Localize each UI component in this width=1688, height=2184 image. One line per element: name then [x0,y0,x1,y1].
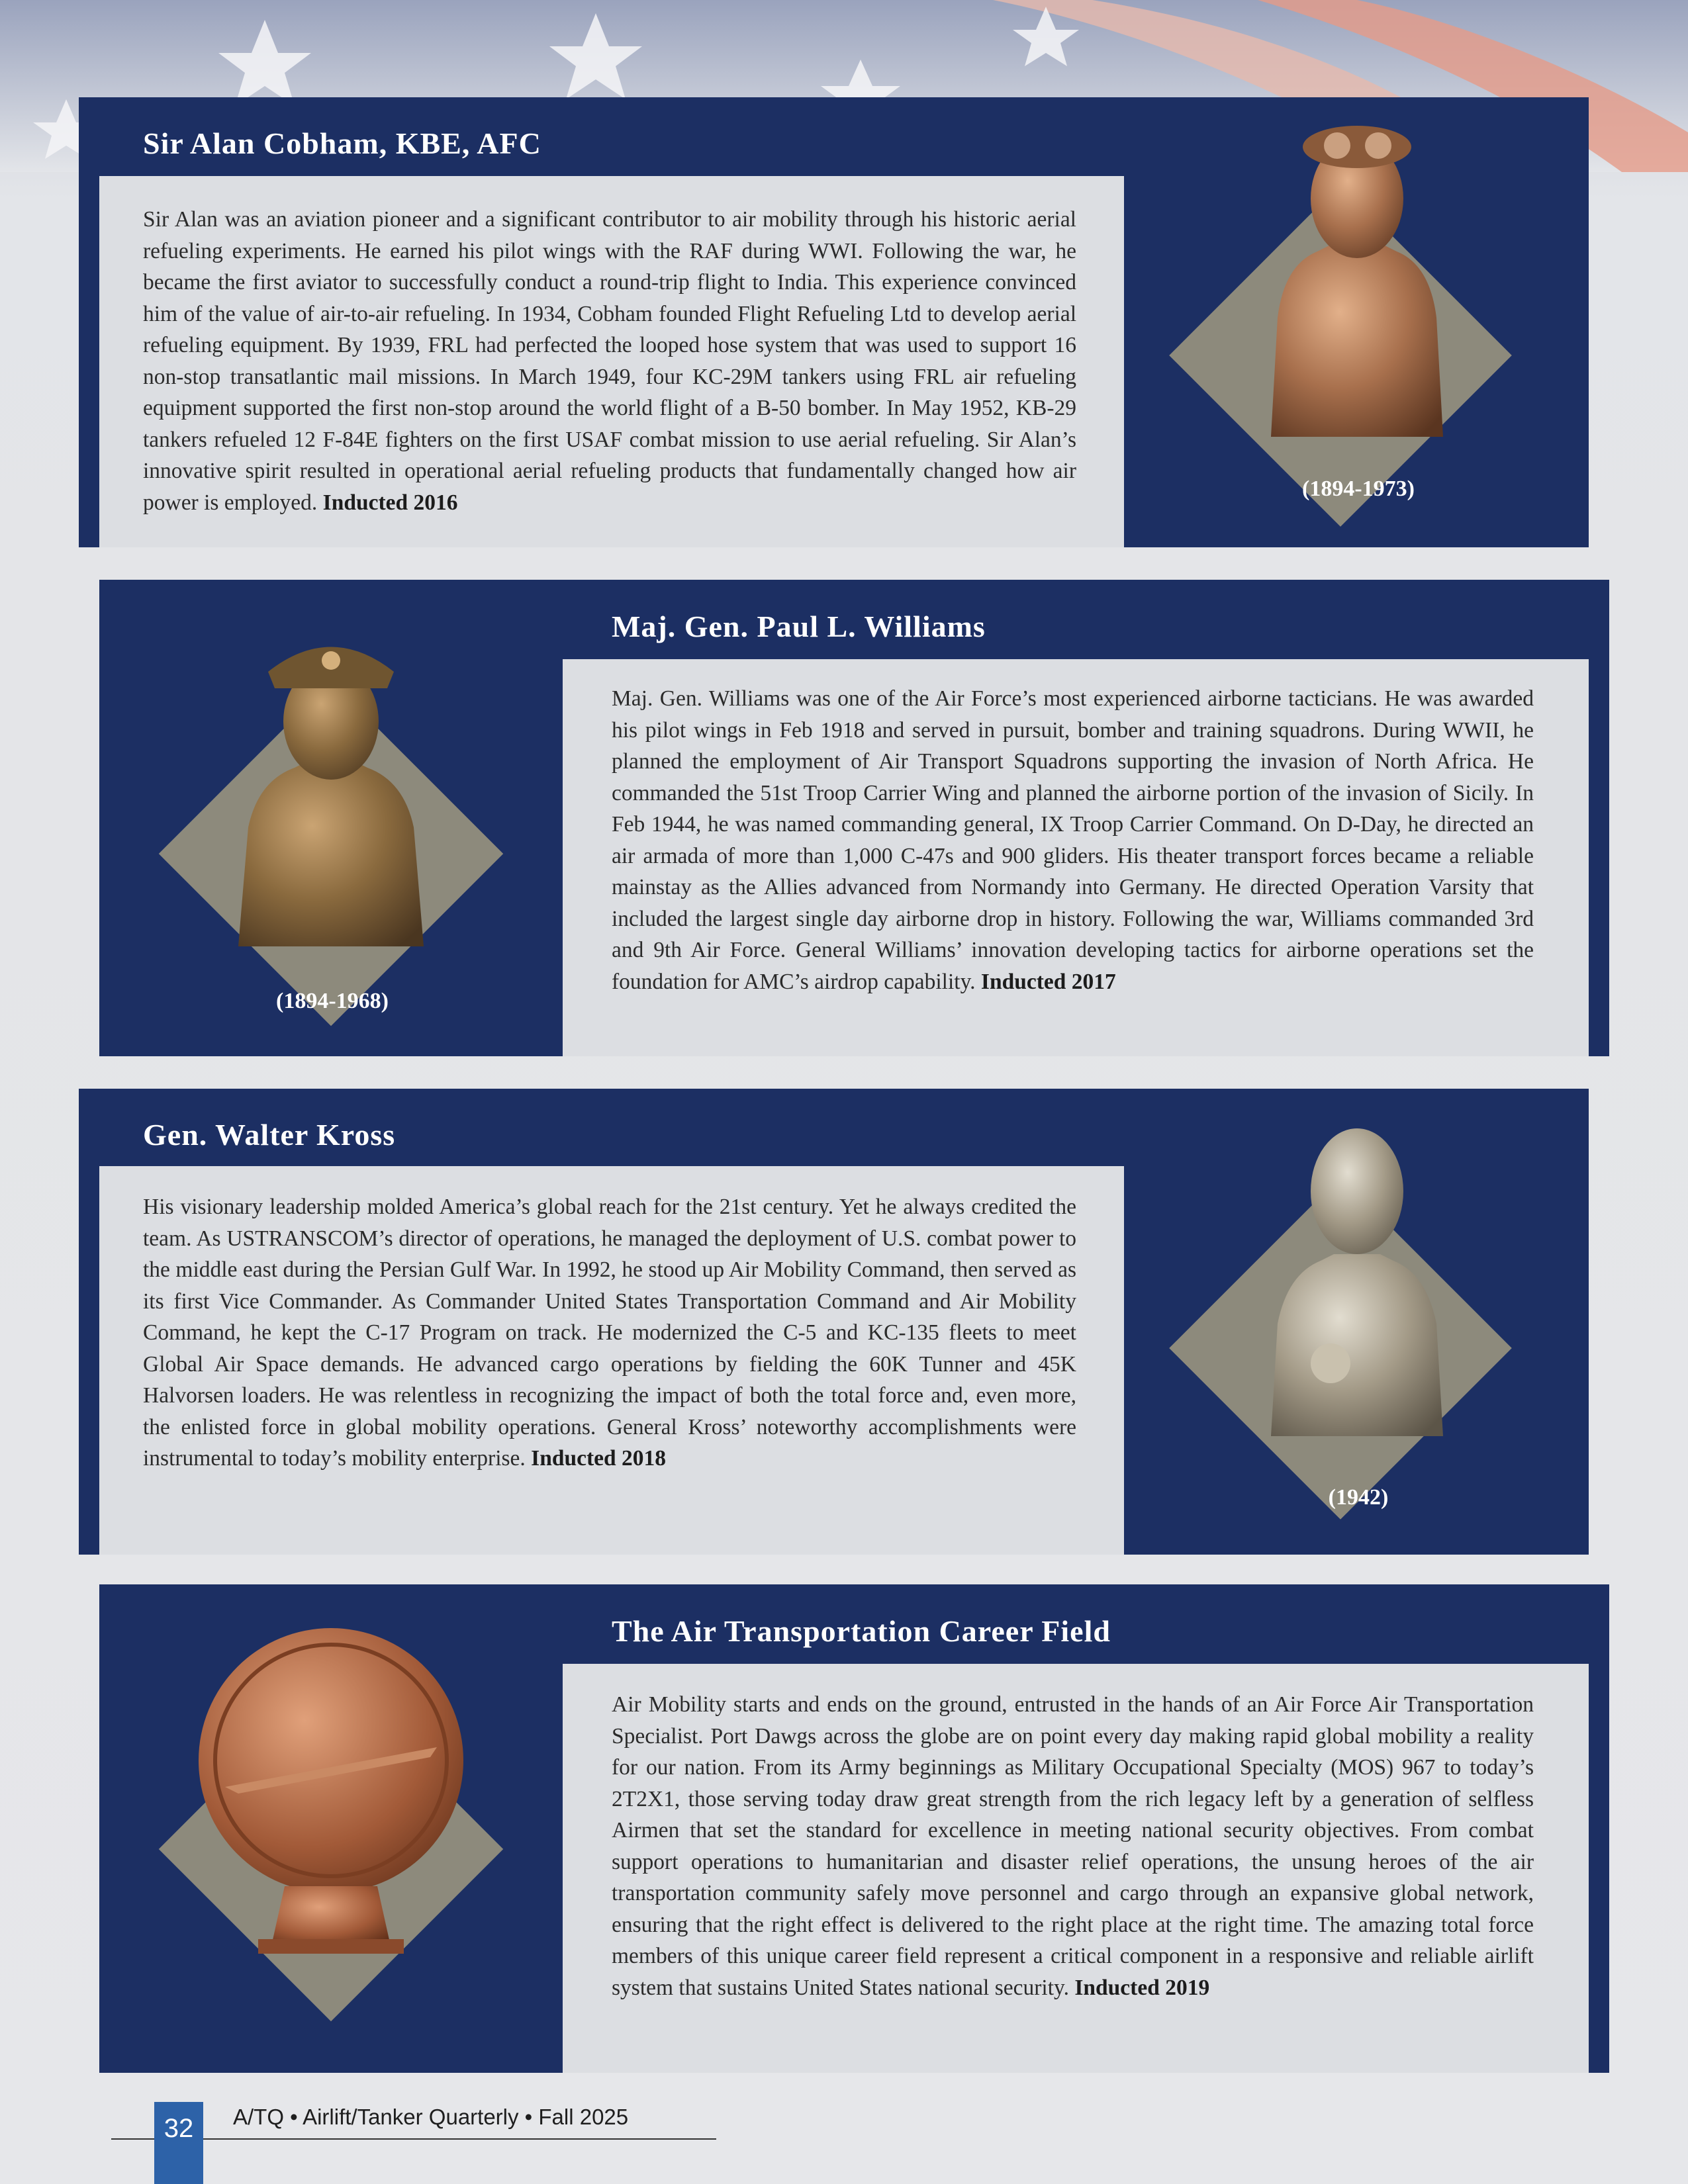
section-title: The Air Transportation Career Field [612,1614,1111,1648]
section-title: Maj. Gen. Paul L. Williams [612,610,986,643]
section-body-box [99,1166,1124,1555]
plaque-image [185,1615,477,1959]
lifespan: (1894-1973) [1302,477,1415,501]
inducted-label: Inducted 2019 [1074,1975,1210,2000]
inducted-label: Inducted 2017 [980,969,1116,994]
lifespan: (1942) [1328,1485,1389,1510]
section-body: Air Mobility starts and ends on the ground, entrusted in the hands of an Air Force Air Transportation Specialist. Port Dawgs across the globe are on point every day making rapid global mobility a reality for our nation. From its Army beginnings as Military Occupational Specialty (MOS) 967 to today’s 2T2X1, those serving today draw great strength from the rich legacy left by a generation of selfless Airmen that set the standard for excellence in meeting national security objectives. From combat support operations to humanitarian and disaster relief operations, the unsung heroes of the air transportation community safely move personnel and cargo through an expansive global network, ensuring that the right effect is delivered to the right place at the right time. The amazing total force members of this unique career field represent a critical component in a responsive and reliable airlift system that sustains United States national security. Inducted 2019 [612,1692,1534,2000]
section-body: His visionary leadership molded America’s global reach for the 21st century. Yet he always credited the team. As USTRANSCOM’s director of operations, he managed the deployment of U.S. combat power to the middle east during the Persian Gulf War. In 1992, he stood up Air Mobility Command, then served as its first Vice Commander. As Commander United States Transportation Command and Air Mobility Command, he kept the C-17 Program on track. He modernized the C-5 and KC-135 fleets to meet Global Air Space demands. He advanced cargo operations by fielding the 60K Tunner and 45K Halvorsen loaders. He was relentless in recognizing the impact of both the total force and, even more, the enlisted force in global mobility operations. General Kross’ noteworthy accomplishments were instrumental to today’s mobility enterprise. Inducted 2018 [143,1195,1076,1471]
section-body-box [563,1664,1589,2073]
inducted-label: Inducted 2018 [531,1446,666,1471]
section-body-box [563,659,1589,1056]
bust-image [1225,99,1489,443]
lifespan: (1894-1968) [276,989,389,1013]
section-title: Gen. Walter Kross [143,1118,396,1152]
section-title: Sir Alan Cobham, KBE, AFC [143,126,541,160]
section-body: Sir Alan was an aviation pioneer and a significant contributor to air mobility through his historic aerial refueling experiments. He earned his pilot wings with the RAF during WWI. Following the war, he became the first aviator to successfully conduct a round-trip flight to India. This experience convinced him of the value of air-to-air refueling. In 1934, Cobham founded Flight Refueling Ltd to develop aerial refueling equipment. By 1939, FRL had perfected the looped hose system that was used to support 16 non-stop transatlantic mail missions. In March 1949, four KC-29M tankers using FRL air refueling equipment supported the first non-stop around the world flight of a B-50 bomber. In May 1952, KB-29 tankers refueled 12 F-84E fighters on the first USAF combat mission to use aerial refueling. Sir Alan’s innovative spirit resulted in operational aerial refueling products that fundamentally changed how air power is employed. Inducted 2016 [143,207,1076,515]
section-body-box [99,176,1124,547]
bust-image [199,609,463,953]
section-body: Maj. Gen. Williams was one of the Air Force’s most experienced airborne tacticians. He was awarded his pilot wings in Feb 1918 and served in pursuit, bomber and training squadrons. During WWII, he planned the employment of Air Transport Squadrons supporting the invasion of North Africa. He commanded the 51st Troop Carrier Wing and planned the airborne portion of the invasion of Sicily. In Feb 1944, he was named commanding general, IX Troop Carrier Command. On D-Day, he directed an air armada of more than 1,000 C-47s and 900 gliders. His theater transport forces became a reliable mainstay as the Allies advanced from Normandy into Germany. He directed Operation Varsity that included the largest single day airborne drop in history. Following the war, Williams commanded 3rd and 9th Air Force. General Williams’ innovation developing tactics for airborne operations set the foundation for AMC’s airdrop capability. Inducted 2017 [612,686,1534,994]
inducted-label: Inducted 2016 [322,490,458,515]
publication-footer: A/TQ • Airlift/Tanker Quarterly • Fall 2025 [233,2105,629,2129]
bust-image [1225,1099,1489,1443]
page-number: 32 [154,2102,203,2184]
